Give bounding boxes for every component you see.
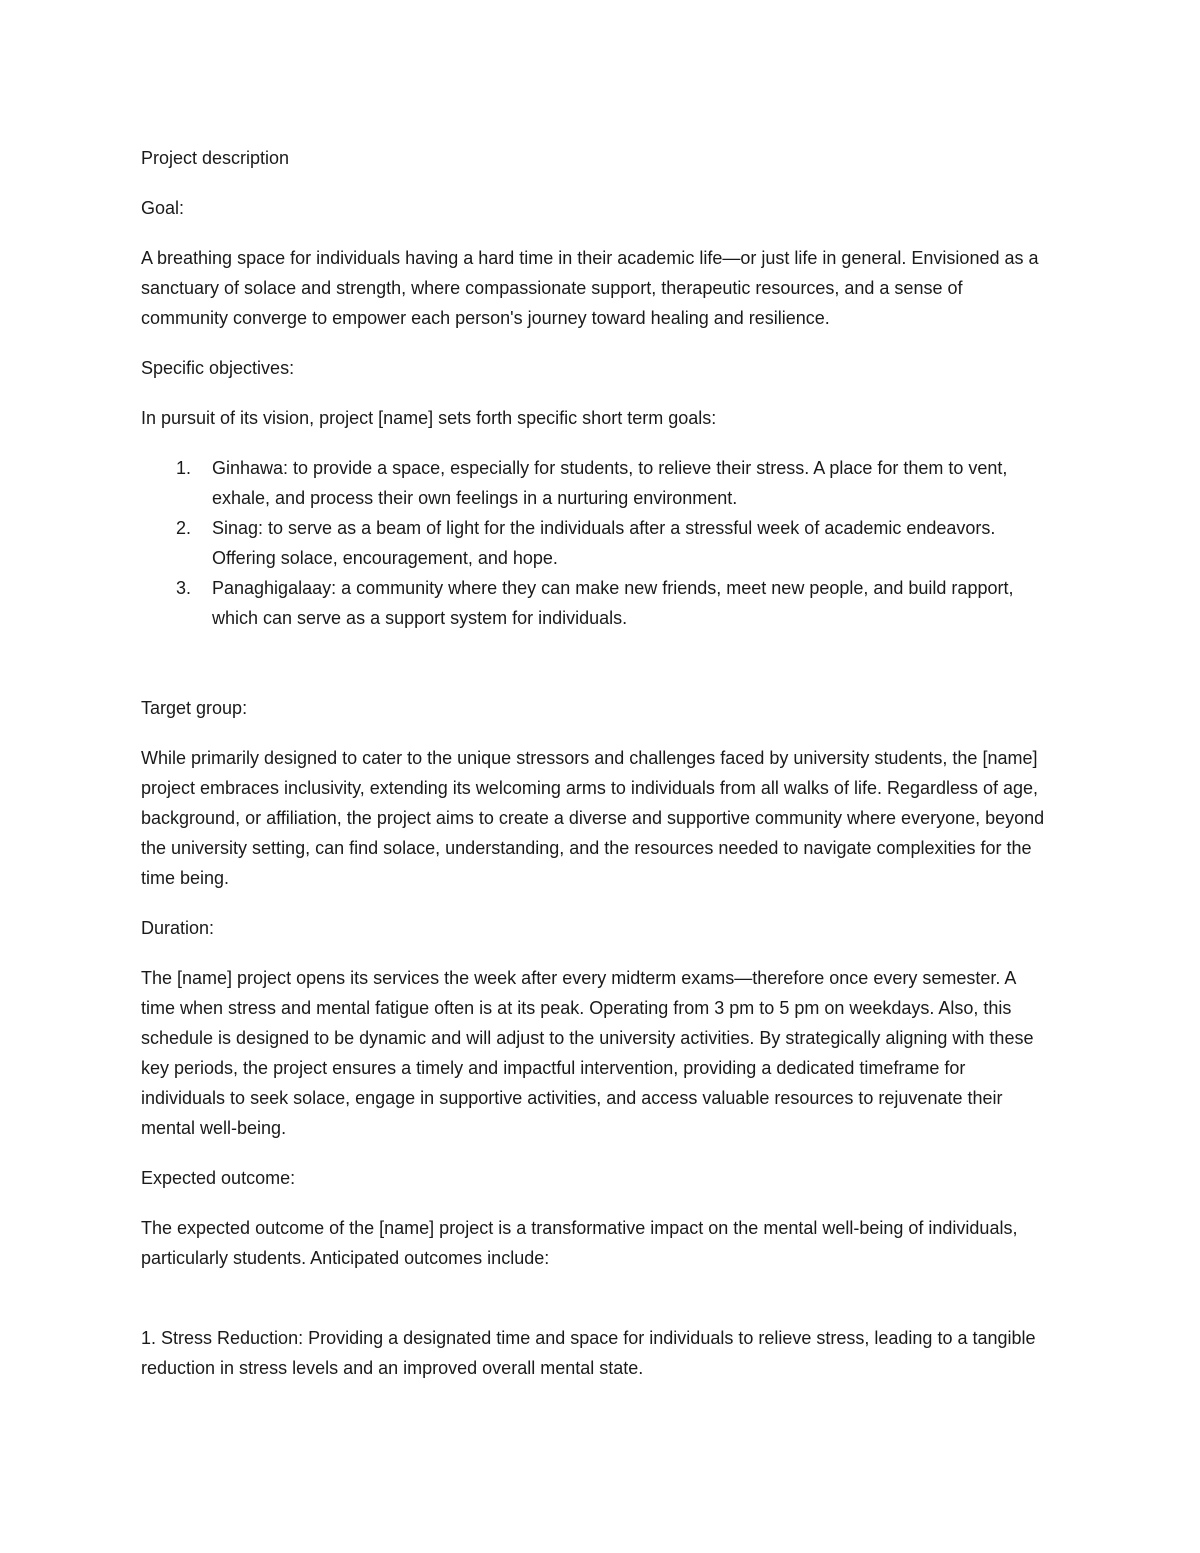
- list-item: [141, 453, 1050, 513]
- spacer: [141, 653, 1050, 693]
- duration-heading: Duration:: [141, 918, 215, 938]
- outcome-item: 1. Stress Reduction: Providing a designated time and space for individuals to relieve stress, leading to a tangible reduction in stress levels and an improved overall mental state.: [141, 1328, 1036, 1378]
- duration-text: The [name] project opens its services the week after every midterm exams—therefore once every semester. A time when stress and mental fatigue often is at its peak. Operating from 3 pm to 5 pm on weekdays. Also, this schedule is designed to be dynamic and will adjust to the university activities. By strategically aligning with these key periods, the project ensures a timely and impactful intervention, providing a dedicated timeframe for individuals to seek solace, engage in supportive activities, and access valuable resources to rejuvenate their mental well-being.: [141, 968, 1034, 1138]
- target-heading: Target group:: [141, 698, 248, 718]
- outcome-text: The expected outcome of the [name] project is a transformative impact on the mental well-being of individuals, particularly students. Anticipated outcomes include:: [141, 1218, 1018, 1268]
- spacer: [141, 1293, 1050, 1323]
- list-item: [141, 513, 1050, 573]
- list-item-number: 1.: [176, 458, 192, 478]
- goal-heading: Goal:: [141, 198, 185, 218]
- outcome-heading: Expected outcome:: [141, 1168, 296, 1188]
- list-item-number: 2.: [176, 518, 192, 538]
- goal-text: A breathing space for individuals having a hard time in their academic life—or just life in general. Envisioned as a sanctuary of solace and strength, where compassionate support, therapeutic resources, and a sense of community converge to empower each person's journey toward healing and resilience.: [141, 248, 1039, 328]
- list-item-text: Sinag: to serve as a beam of light for the individuals after a stressful week of academic endeavors. Offering solace, encouragement, and hope.: [212, 518, 996, 568]
- list-item: [141, 573, 1050, 633]
- objectives-list: [141, 453, 1050, 633]
- objectives-heading: Specific objectives:: [141, 358, 295, 378]
- objectives-intro: In pursuit of its vision, project [name] sets forth specific short term goals:: [141, 408, 717, 428]
- list-item-text: Ginhawa: to provide a space, especially for students, to relieve their stress. A place for them to vent, exhale, and process their own feelings in a nurturing environment.: [212, 458, 1008, 508]
- list-item-text: Panaghigalaay: a community where they can make new friends, meet new people, and build rapport, which can serve as a support system for individuals.: [212, 578, 1014, 628]
- target-text: While primarily designed to cater to the unique stressors and challenges faced by university students, the [name] project embraces inclusivity, extending its welcoming arms to individuals from all walks of life. Regardless of age, background, or affiliation, the project aims to create a diverse and supportive community where everyone, beyond the university setting, can find solace, understanding, and the resources needed to navigate complexities for the time being.: [141, 748, 1045, 888]
- document-title: Project description: [141, 148, 290, 168]
- list-item-number: 3.: [176, 578, 192, 598]
